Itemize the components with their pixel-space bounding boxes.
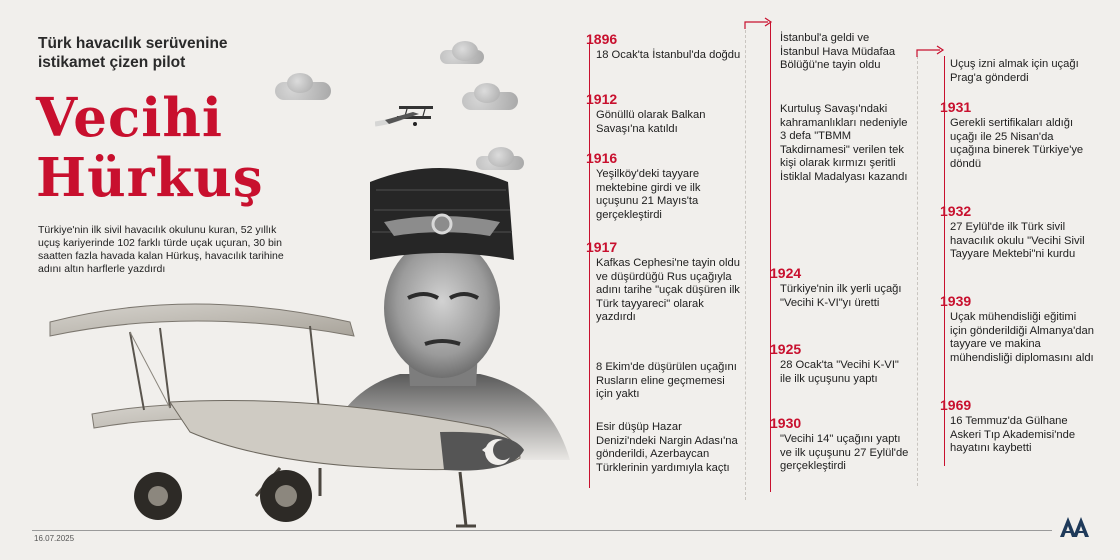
timeline-event: İstanbul'a geldi ve İstanbul Hava Müdafaa Bölüğü'ne tayin oldu — [780, 32, 896, 72]
year-1917: 1917 — [586, 239, 618, 255]
timeline-event: Gönüllü olarak Balkan Savaşı'na katıldı — [596, 109, 706, 135]
aa-logo-icon — [1058, 513, 1092, 539]
timeline-event: Gerekli sertifikaları aldığı uçağı ile 25 Nisan'da uçağına binerek Türkiye'ye döndü — [950, 117, 1084, 170]
timeline-event: 27 Eylül'de ilk Türk sivil havacılık okulu "Vecihi Sivil Tayyare Mektebi"ni kurdu — [950, 221, 1085, 261]
timeline-event: Kurtuluş Savaşı'ndaki kahramanlıkları nedeniyle 3 defa "TBMM Takdirnamesi" verilen tek kişi olarak kırmızı şeritli İstiklal Madalyası kazandı — [780, 103, 908, 183]
timeline-guide — [745, 30, 746, 500]
timeline-event: Uçak mühendisliği eğitimi için gönderildiği Almanya'dan tayyare ve makina mühendisliği diplomasını aldı — [950, 311, 1094, 364]
year-1896: 1896 — [586, 31, 618, 47]
publish-date: 16.07.2025 — [34, 534, 75, 543]
timeline-event: 16 Temmuz'da Gülhane Askeri Tıp Akademisi'nde hayatını kaybetti — [950, 415, 1076, 455]
year-1969: 1969 — [940, 397, 972, 413]
year-1916: 1916 — [586, 150, 618, 166]
timeline-event: 8 Ekim'de düşürülen uçağını Rusların eline geçmemesi için yaktı — [596, 361, 737, 401]
timeline-event: "Vecihi 14" uçağını yaptı ve ilk uçuşunu 27 Eylül'de gerçekleştirdi — [780, 433, 909, 473]
cloud-icon — [440, 50, 484, 64]
year-1930: 1930 — [770, 415, 802, 431]
timeline-event: Esir düşüp Hazar Denizi'ndeki Nargin Adası'na gönderildi, Azerbaycan Türklerinin yardımıyla kaçtı — [596, 421, 738, 474]
timeline-event: Kafkas Cephesi'ne tayin oldu ve düşürdüğü Rus uçağıyla adını tarihe "uçak düşüren ilk Türk tayyareci" olarak yazdırdı — [596, 257, 740, 324]
timeline-event: Türkiye'nin ilk yerli uçağı "Vecihi K-VI"yı üretti — [780, 283, 902, 309]
year-1939: 1939 — [940, 293, 972, 309]
page-title — [36, 88, 264, 208]
year-1924: 1924 — [770, 265, 802, 281]
vintage-biplane-illustration — [20, 282, 540, 544]
title-line-2: Hürkuş — [36, 147, 264, 209]
timeline-event: Yeşilköy'deki tayyare mektebine girdi ve ilk uçuşunu 21 Mayıs'ta gerçekleştirdi — [596, 168, 701, 221]
title-line-1: Vecihi — [36, 87, 224, 149]
year-1931: 1931 — [940, 99, 972, 115]
intro-text: Türkiye'nin ilk sivil havacılık okulunu kuran, 52 yıllık uçuş kariyerinde 102 farklı türde uçak uçuran, 30 bin saatten fazla havada kalan Hürkuş, havacılık tarihine adını altın harflerle yazdırdı — [38, 224, 284, 275]
arrow-icon — [916, 44, 946, 58]
subtitle: Türk havacılık serüvenine istikamet çizen pilot — [38, 35, 228, 71]
arrow-icon — [744, 16, 774, 30]
timeline-line — [589, 42, 590, 488]
cloud-icon — [275, 82, 331, 100]
footer-line — [32, 530, 1052, 531]
small-biplane-icon — [375, 98, 437, 132]
timeline-event: Uçuş izni almak için uçağı Prag'a gönderdi — [950, 58, 1079, 84]
year-1925: 1925 — [770, 341, 802, 357]
timeline-guide — [917, 56, 918, 486]
cloud-icon — [462, 92, 518, 110]
year-1912: 1912 — [586, 91, 618, 107]
timeline-event: 28 Ocak'ta "Vecihi K-VI" ile ilk uçuşunu yaptı — [780, 359, 899, 385]
timeline-event: 18 Ocak'ta İstanbul'da doğdu — [596, 49, 741, 61]
year-1932: 1932 — [940, 203, 972, 219]
